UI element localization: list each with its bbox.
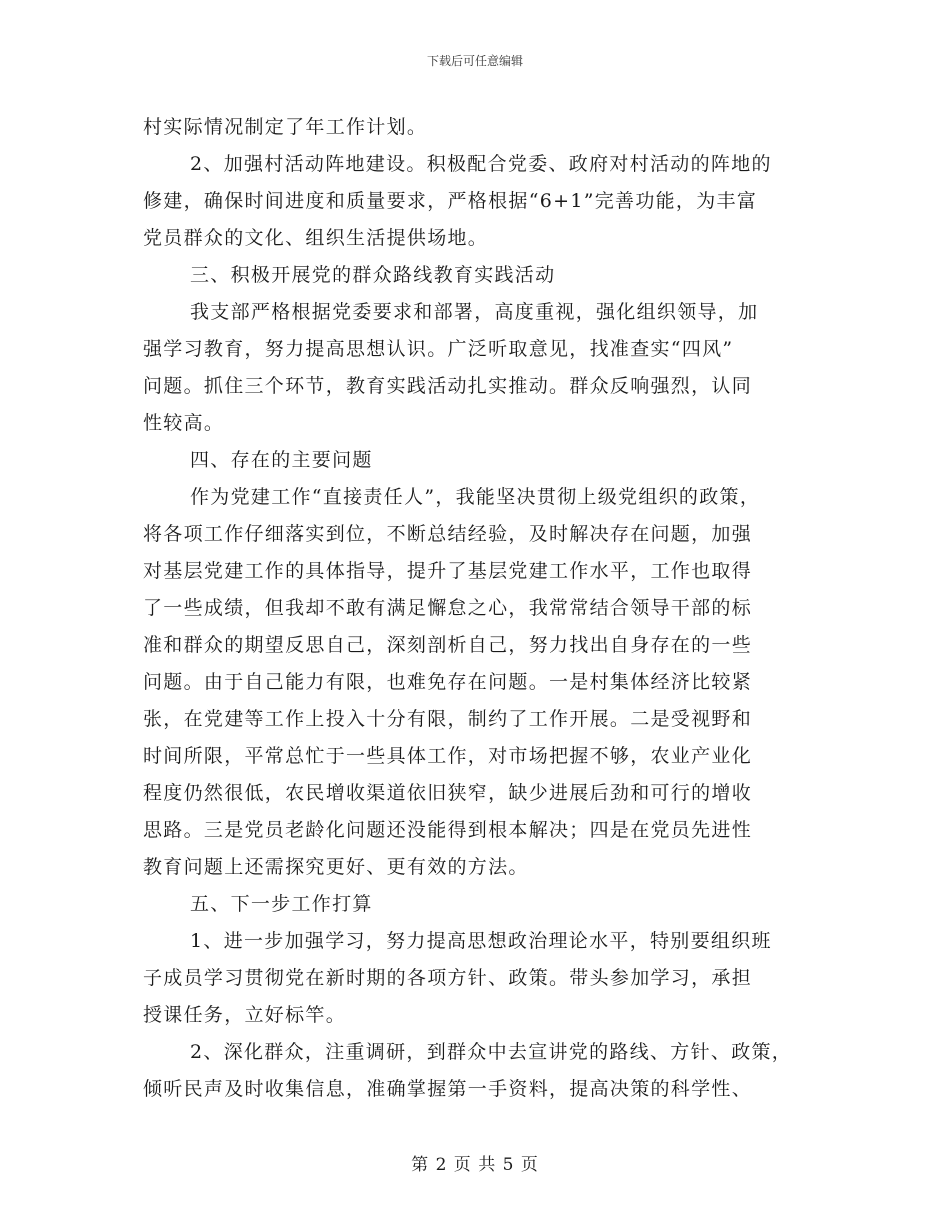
text-line: 修建，确保时间进度和质量要求，严格根据“6+1”完善功能，为丰富 bbox=[143, 190, 758, 212]
text-line: 我支部严格根据党委要求和部署，高度重视，强化组织领导，加 bbox=[190, 301, 759, 323]
text-line: 村实际情况制定了年工作计划。 bbox=[143, 116, 428, 138]
text-line: 党员群众的文化、组织生活提供场地。 bbox=[143, 227, 489, 249]
text-line: 了一些成绩，但我却不敢有满足懈怠之心，我常常结合领导干部的标 bbox=[143, 597, 753, 619]
section-heading: 三、积极开展党的群众路线教育实践活动 bbox=[190, 264, 556, 286]
text-line: 2、深化群众，注重调研，到群众中去宣讲党的路线、方针、政策， bbox=[190, 1041, 793, 1063]
text-line: 程度仍然很低，农民增收渠道依旧狭窄，缺少进展后劲和可行的增收 bbox=[143, 782, 753, 804]
text-line: 问题。抓住三个环节，教育实践活动扎实推动。群众反响强烈，认同 bbox=[143, 375, 753, 397]
text-line: 性较高。 bbox=[143, 412, 225, 434]
text-line: 时间所限，平常总忙于一些具体工作，对市场把握不够，农业产业化 bbox=[143, 745, 753, 767]
text-line: 张，在党建等工作上投入十分有限，制约了工作开展。二是受视野和 bbox=[143, 708, 753, 730]
text-line: 倾听民声及时收集信息，准确掌握第一手资料，提高决策的科学性、 bbox=[143, 1078, 753, 1100]
text-line: 强学习教育，努力提高思想认识。广泛听取意见，找准查实“四风” bbox=[143, 338, 734, 360]
section-heading: 五、下一步工作打算 bbox=[190, 893, 373, 915]
section-heading: 四、存在的主要问题 bbox=[190, 449, 373, 471]
text-line: 作为党建工作“直接责任人”，我能坚决贯彻上级党组织的政策， bbox=[190, 486, 761, 508]
text-line: 1、进一步加强学习，努力提高思想政治理论水平，特别要组织班 bbox=[190, 930, 772, 952]
page-header-note: 下载后可任意编辑 bbox=[426, 54, 523, 68]
text-line: 对基层党建工作的具体指导，提升了基层党建工作水平，工作也取得 bbox=[143, 560, 753, 582]
text-line: 2、加强村活动阵地建设。积极配合党委、政府对村活动的阵地的 bbox=[190, 153, 772, 175]
text-line: 将各项工作仔细落实到位，不断总结经验，及时解决存在问题，加强 bbox=[143, 523, 753, 545]
text-line: 子成员学习贯彻党在新时期的各项方针、政策。带头参加学习，承担 bbox=[143, 967, 753, 989]
text-line: 思路。三是党员老龄化问题还没能得到根本解决；四是在党员先进性 bbox=[143, 819, 753, 841]
page-footer: 第 2 页 共 5 页 bbox=[411, 1155, 539, 1175]
text-line: 问题。由于自己能力有限，也难免存在问题。一是村集体经济比较紧 bbox=[143, 671, 753, 693]
text-line: 准和群众的期望反思自己，深刻剖析自己，努力找出自身存在的一些 bbox=[143, 634, 753, 656]
text-line: 教育问题上还需探究更好、更有效的方法。 bbox=[143, 856, 529, 878]
text-line: 授课任务，立好标竿。 bbox=[143, 1004, 347, 1026]
